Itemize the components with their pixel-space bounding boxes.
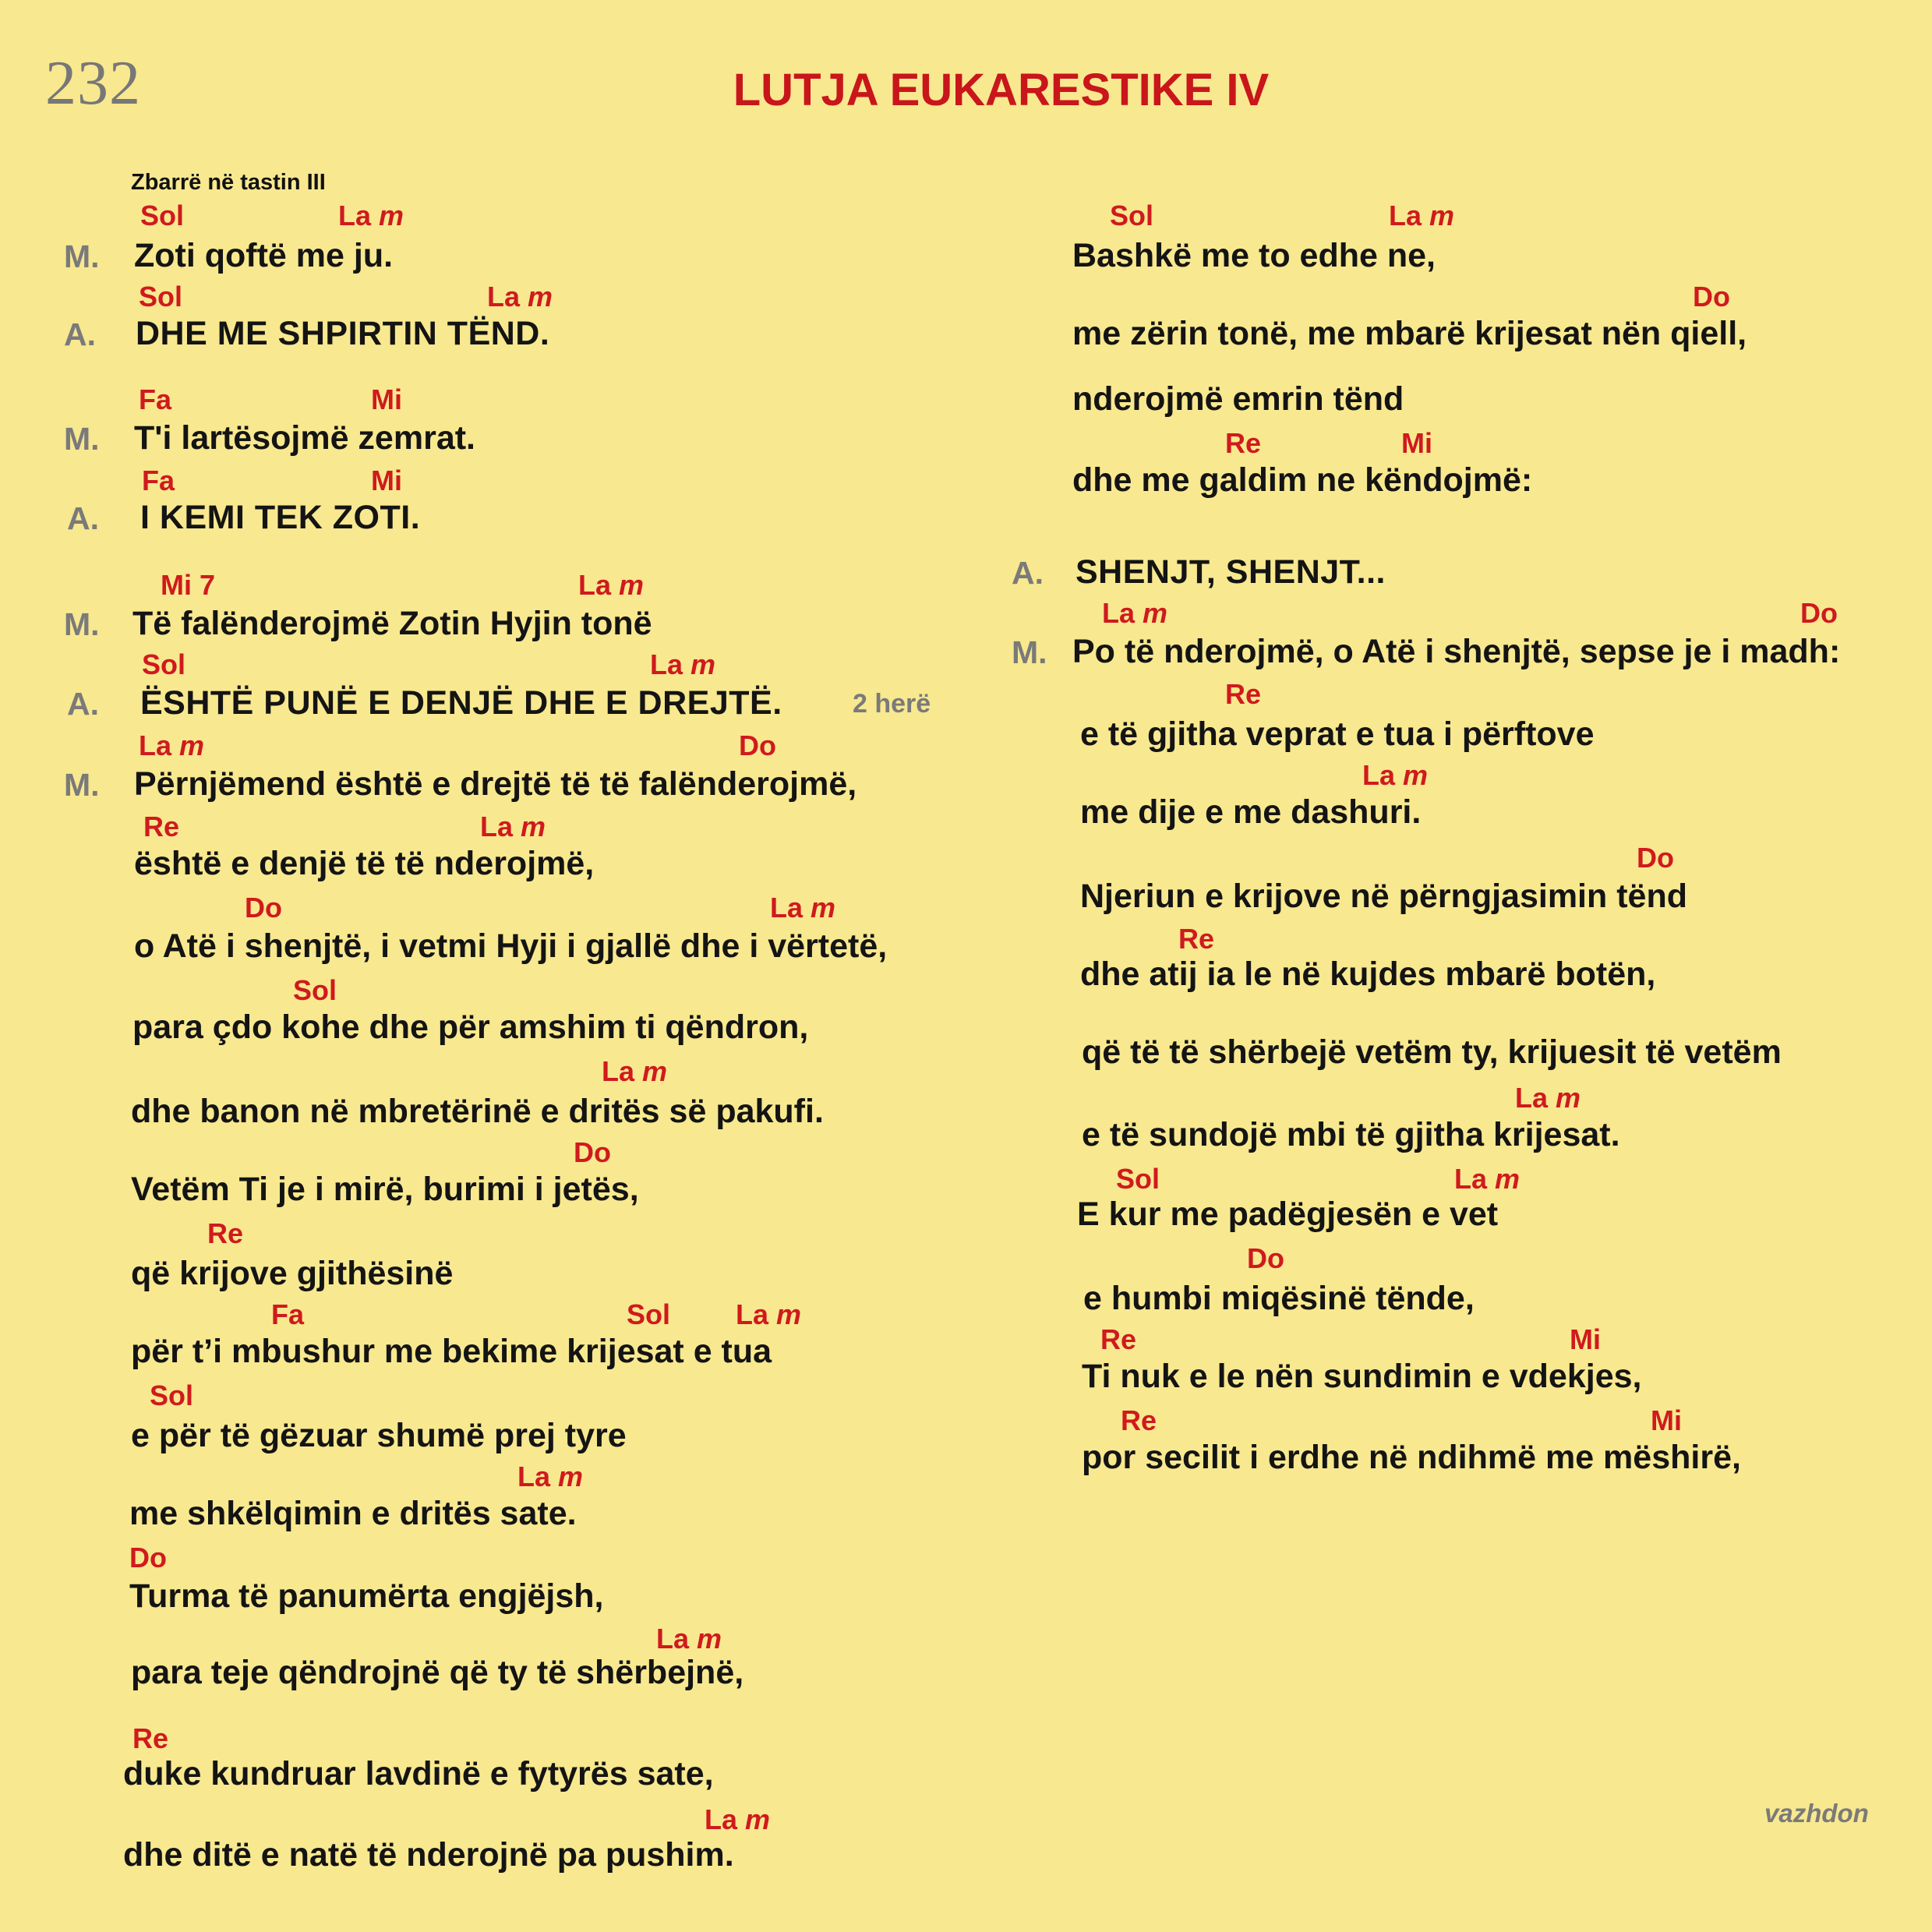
chord: Do	[245, 892, 282, 924]
role-marker: A.	[1012, 555, 1044, 591]
lyric-line: e për të gëzuar shumë prej tyre	[131, 1417, 627, 1454]
role-marker: A.	[67, 686, 99, 722]
chord: Re	[1121, 1404, 1157, 1436]
role-marker: M.	[1012, 634, 1047, 670]
lyric-line: T'i lartësojmë zemrat.	[134, 419, 475, 457]
lyric-line: ËSHTË PUNË E DENJË DHE E DREJTË.	[140, 684, 782, 722]
chord: Mi	[371, 464, 402, 496]
lyric-line: dhe banon në mbretërinë e dritës së pakufi.	[131, 1093, 824, 1130]
chord: Do	[574, 1136, 611, 1168]
chord: La m	[487, 281, 553, 313]
chord: La m	[705, 1803, 771, 1835]
chord: La m	[139, 729, 205, 761]
chord: Sol	[140, 200, 185, 231]
chord: La m	[338, 200, 404, 231]
role-marker: M.	[64, 238, 100, 274]
chord: Do	[1800, 597, 1838, 629]
chord: Fa	[142, 464, 175, 496]
chord: Sol	[139, 281, 183, 313]
chord: Fa	[271, 1298, 305, 1330]
lyric-line: Njeriun e krijove në përngjasimin tënd	[1080, 878, 1687, 915]
chord: Re	[132, 1722, 169, 1754]
chord: La m	[656, 1623, 722, 1655]
chord: Re	[1225, 427, 1262, 459]
chord: Do	[1693, 281, 1730, 313]
lyric-line: SHENJT, SHENJT...	[1075, 553, 1386, 591]
lyric-line: e humbi miqësinë tënde,	[1083, 1280, 1475, 1317]
lyric-line: dhe atij ia le në kujdes mbarë botën,	[1080, 955, 1656, 993]
chord: La m	[517, 1460, 584, 1492]
lyric-line: Vetëm Ti je i mirë, burimi i jetës,	[131, 1171, 639, 1208]
chord: Mi 7	[161, 569, 216, 601]
chord: Re	[1100, 1323, 1137, 1355]
lyric-line: por secilit i erdhe në ndihmë me mëshirë,	[1082, 1439, 1741, 1476]
page-number: 232	[45, 49, 141, 118]
chord: Re	[1225, 678, 1262, 710]
role-marker: A.	[64, 316, 96, 352]
lyric-line: është e denjë të të nderojmë,	[134, 845, 595, 882]
chord: Re	[143, 811, 180, 842]
lyric-line: para teje qëndrojnë që ty të shërbejnë,	[131, 1654, 744, 1691]
role-marker: M.	[64, 767, 100, 803]
chord: Mi	[1570, 1323, 1601, 1355]
lyric-line: e të gjitha veprat e tua i përftove	[1080, 715, 1595, 753]
lyric-line: Përnjëmend është e drejtë të të falënderojmë,	[134, 765, 857, 803]
role-marker: A.	[67, 500, 99, 536]
chord: Sol	[142, 648, 186, 680]
lyric-line: duke kundruar lavdinë e fytyrës sate,	[123, 1755, 714, 1792]
lyric-line: para çdo kohe dhe për amshim ti qëndron,	[132, 1008, 809, 1046]
chord: La m	[1515, 1082, 1581, 1114]
chord: Re	[207, 1217, 244, 1249]
chord: La m	[650, 648, 716, 680]
chord: Do	[1637, 842, 1674, 874]
chord: Mi	[1401, 427, 1432, 459]
lyric-line: Turma të panumërta engjëjsh,	[129, 1577, 604, 1615]
chord: Re	[1178, 923, 1215, 955]
chord: La m	[1454, 1163, 1521, 1195]
chord: Mi	[371, 383, 402, 415]
chord: Do	[1247, 1242, 1284, 1274]
chord: La m	[1102, 597, 1168, 629]
lyric-line: me dije e me dashuri.	[1080, 793, 1422, 831]
chord: La m	[1389, 200, 1455, 231]
lyric-line: që krijove gjithësinë	[131, 1255, 454, 1292]
capo-note: Zbarrë në tastin III	[131, 170, 326, 195]
chord: La m	[1362, 759, 1429, 791]
lyric-line: Bashkë me to edhe ne,	[1072, 237, 1436, 274]
lyric-line: e të sundojë mbi të gjitha krijesat.	[1082, 1116, 1620, 1153]
lyric-line: për t’i mbushur me bekime krijesat e tua	[131, 1333, 772, 1370]
chord: Sol	[1116, 1163, 1160, 1195]
lyric-line: që të të shërbejë vetëm ty, krijuesit të vetëm	[1082, 1033, 1782, 1071]
chord: La m	[736, 1298, 802, 1330]
role-marker: M.	[64, 421, 100, 457]
chord: La m	[602, 1055, 668, 1087]
repeat-label: 2 herë	[853, 689, 931, 719]
lyric-line: me zërin tonë, me mbarë krijesat nën qiell,	[1072, 315, 1747, 352]
chord: Mi	[1651, 1404, 1682, 1436]
lyric-line: I KEMI TEK ZOTI.	[140, 499, 421, 536]
lyric-line: DHE ME SHPIRTIN TËND.	[136, 315, 550, 352]
lyric-line: nderojmë emrin tënd	[1072, 380, 1404, 418]
chord: La m	[578, 569, 645, 601]
page-title: LUTJA EUKARESTIKE IV	[733, 65, 1270, 115]
lyric-line: Ti nuk e le nën sundimin e vdekjes,	[1082, 1358, 1642, 1395]
lyric-line: Zoti qoftë me ju.	[134, 237, 394, 274]
lyric-line: me shkëlqimin e dritës sate.	[129, 1495, 577, 1532]
chord: Sol	[627, 1298, 671, 1330]
lyric-line: dhe ditë e natë të nderojnë pa pushim.	[123, 1836, 734, 1874]
chord: Do	[739, 729, 776, 761]
chord: Fa	[139, 383, 172, 415]
lyric-line: E kur me padëgjesën e vet	[1077, 1196, 1499, 1233]
role-marker: M.	[64, 606, 100, 642]
chord: Sol	[1110, 200, 1154, 231]
chord: La m	[480, 811, 546, 842]
chord: Do	[129, 1542, 167, 1574]
lyric-line: Të falënderojmë Zotin Hyjin tonë	[132, 605, 652, 642]
lyric-line: o Atë i shenjtë, i vetmi Hyji i gjallë dhe i vërtetë,	[134, 927, 888, 965]
lyric-line: dhe me galdim ne këndojmë:	[1072, 461, 1533, 499]
continue-label: vazhdon	[1764, 1799, 1869, 1828]
chord: La m	[770, 892, 836, 924]
lyric-line: Po të nderojmë, o Atë i shenjtë, sepse je i madh:	[1072, 633, 1841, 670]
chord: Sol	[150, 1379, 194, 1411]
chord: Sol	[293, 974, 337, 1006]
